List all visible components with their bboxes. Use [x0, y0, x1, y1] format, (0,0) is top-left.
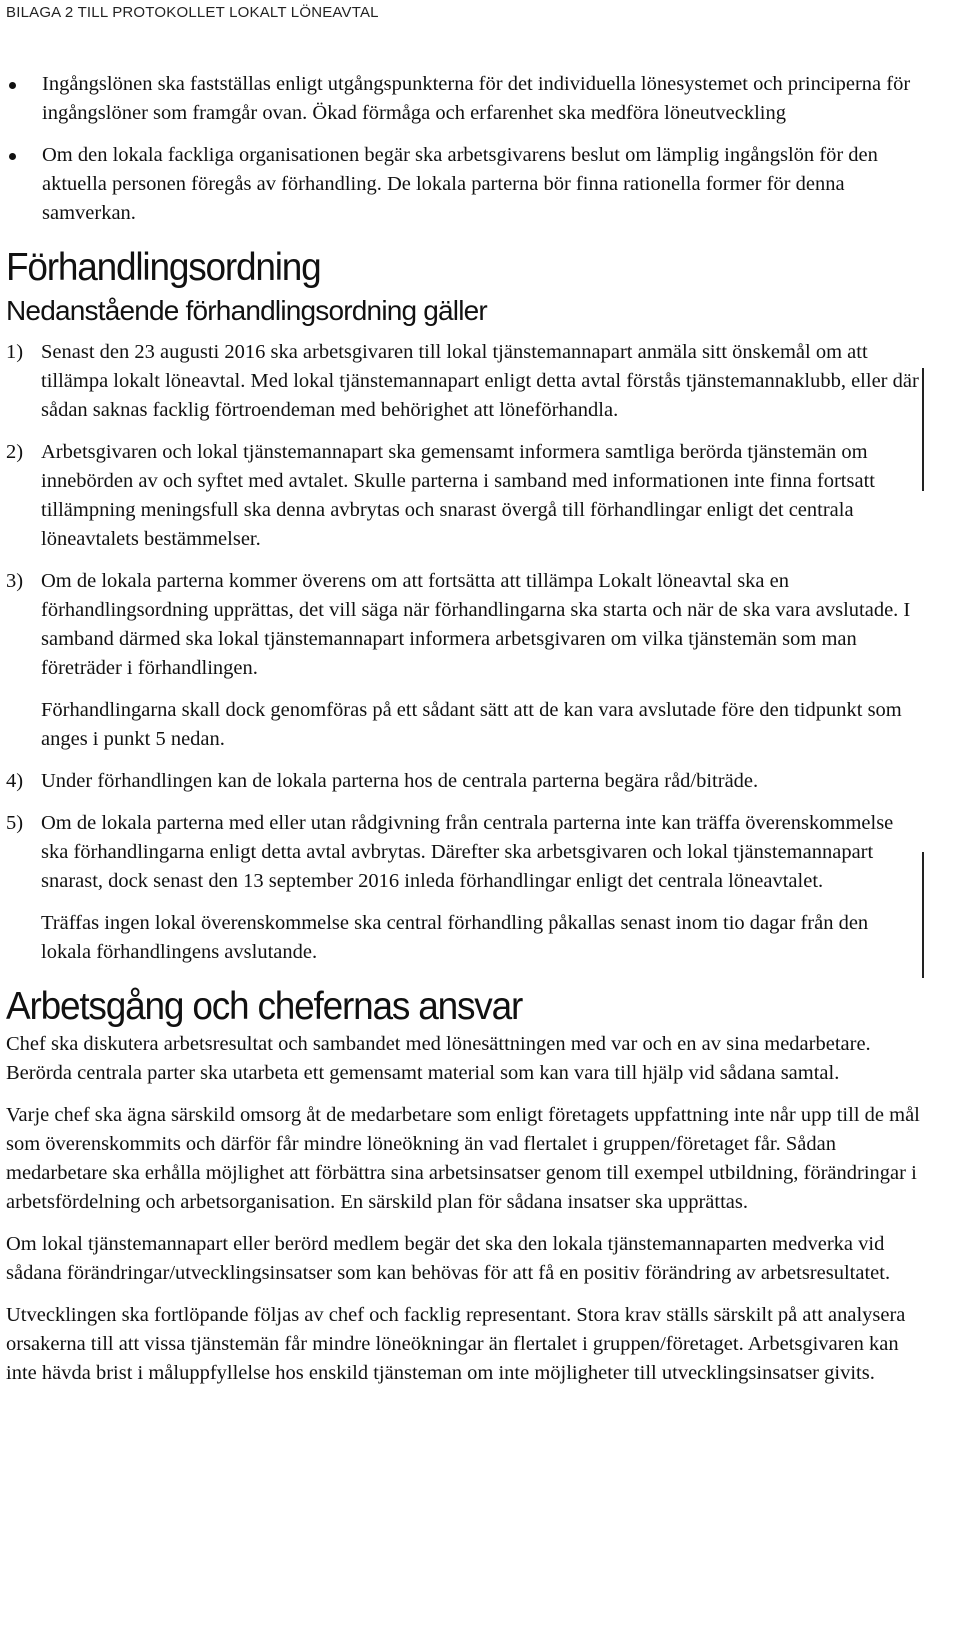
body-paragraph: Utvecklingen ska fortlöpande följas av chef och facklig representant. Stora krav ställs särskilt på att analysera orsakerna till att vissa tjänstemän får mindre löneökningar än flertalet i gruppen/företaget. Arbetsgivaren kan inte hävda brist i måluppfyllelse hos enskild tjänsteman om inte möjligheter till utvecklingsinsatser givits.: [6, 1304, 906, 1384]
bullet-text: Ingångslönen ska fastställas enligt utgångspunkterna för det individuella lönesystemet och principerna för ingångslöner som framgår ovan. Ökad förmåga och erfarenhet ska medföra löneutveckling: [42, 73, 911, 124]
item-text: Om de lokala parterna med eller utan rådgivning från centrala parterna inte kan träffa överenskommelse ska förhandlingarna enligt detta avtal avbrytas. Därefter ska arbetsgivaren och lokal tjänstemannapart snarast, dock senast den 13 september 2016 inleda förhandlingar enligt det centrala löneavtalet.: [41, 812, 894, 892]
item-number: 5): [6, 812, 24, 834]
body-paragraph: Chef ska diskutera arbetsresultat och sambandet med lönesättningen med var och en av sina medarbetare. Berörda centrala parter ska utarbeta ett gemensamt material som kan vara till hjälp vid sådana samtal.: [6, 1033, 871, 1084]
item-text: Träffas ingen lokal överenskommelse ska central förhandling påkallas senast inom tio dagar från den lokala förhandlingens avslutande.: [41, 912, 869, 963]
item-number: 4): [6, 770, 24, 792]
item-number: 1): [6, 341, 24, 363]
item-number: 3): [6, 570, 24, 592]
list-item: [6, 809, 921, 967]
bullet-text: Om den lokala fackliga organisationen begär ska arbetsgivarens beslut om lämplig ingångslön för den aktuella personen föregås av förhandling. De lokala parterna bör finna rationella former för denna samverkan.: [42, 144, 878, 224]
list-item: [6, 70, 921, 128]
section-subheading: Nedanstående förhandlingsordning gäller: [6, 295, 487, 326]
list-item: [6, 438, 921, 554]
change-bar: [922, 852, 924, 978]
item-text: Om de lokala parterna kommer överens om att fortsätta att tillämpa Lokalt löneavtal ska en förhandlingsordning upprättas, det vill säga när förhandlingarna ska starta och när de ska vara avslutade. I samband därmed ska lokal tjänstemannapart informera arbetsgivaren om vilka tjänstemän som man företräder i förhandlingen.: [41, 570, 911, 679]
section-heading: Arbetsgång och chefernas ansvar: [6, 984, 523, 1028]
change-bar: [922, 368, 924, 491]
item-number: 2): [6, 441, 24, 463]
numbered-list: [6, 338, 921, 967]
section-heading: Förhandlingsordning: [6, 245, 321, 289]
running-header: BILAGA 2 TILL PROTOKOLLET LOKALT LÖNEAVTAL: [6, 4, 379, 21]
item-text: Senast den 23 augusti 2016 ska arbetsgivaren till lokal tjänstemannapart anmäla sitt önskemål om att tillämpa lokalt löneavtal. Med lokal tjänstemannapart enligt detta avtal förstås tjänstemannaklubb, eller där sådan saknas facklig förtroendeman med behörighet att löneförhandla.: [41, 341, 919, 421]
body-paragraph: Varje chef ska ägna särskild omsorg åt de medarbetare som enligt företagets uppfattning inte når upp till de mål som överenskommits och därför får mindre löneökning än vad flertalet i gruppen/företaget får. Sådan medarbetare ska erhålla möjlighet att förbättra sina arbetsinsatser genom till exempel utbildning, förändringar i arbetsfördelning och arbetsorganisation. En särskild plan för sådana insatser ska upprättas.: [6, 1104, 920, 1213]
bullet-list: [6, 70, 921, 228]
item-text: Under förhandlingen kan de lokala parterna hos de centrala parterna begära råd/biträde.: [41, 770, 759, 792]
document-body: [6, 70, 921, 1401]
list-item: [6, 567, 921, 754]
item-text: Arbetsgivaren och lokal tjänstemannapart ska gemensamt informera samtliga berörda tjänstemän om innebörden av och syftet med avtalet. Skulle parterna i samband med informationen inte finna fortsatt tillämpning meningsfull ska denna avbrytas och snarast övergå till förhandlingar enligt det centrala löneavtalets bestämmelser.: [41, 441, 875, 550]
list-item: [6, 767, 921, 796]
list-item: [6, 338, 921, 425]
bullet-icon: [9, 82, 16, 89]
item-text: Förhandlingarna skall dock genomföras på ett sådant sätt att de kan vara avslutade före den tidpunkt som anges i punkt 5 nedan.: [41, 699, 902, 750]
list-item: [6, 141, 921, 228]
bullet-icon: [9, 153, 16, 160]
body-paragraph: Om lokal tjänstemannapart eller berörd medlem begär det ska den lokala tjänstemannaparten medverka vid sådana förändringar/utvecklingsinsatser som kan behövas för att få en positiv förändring av arbetsresultatet.: [6, 1233, 891, 1284]
